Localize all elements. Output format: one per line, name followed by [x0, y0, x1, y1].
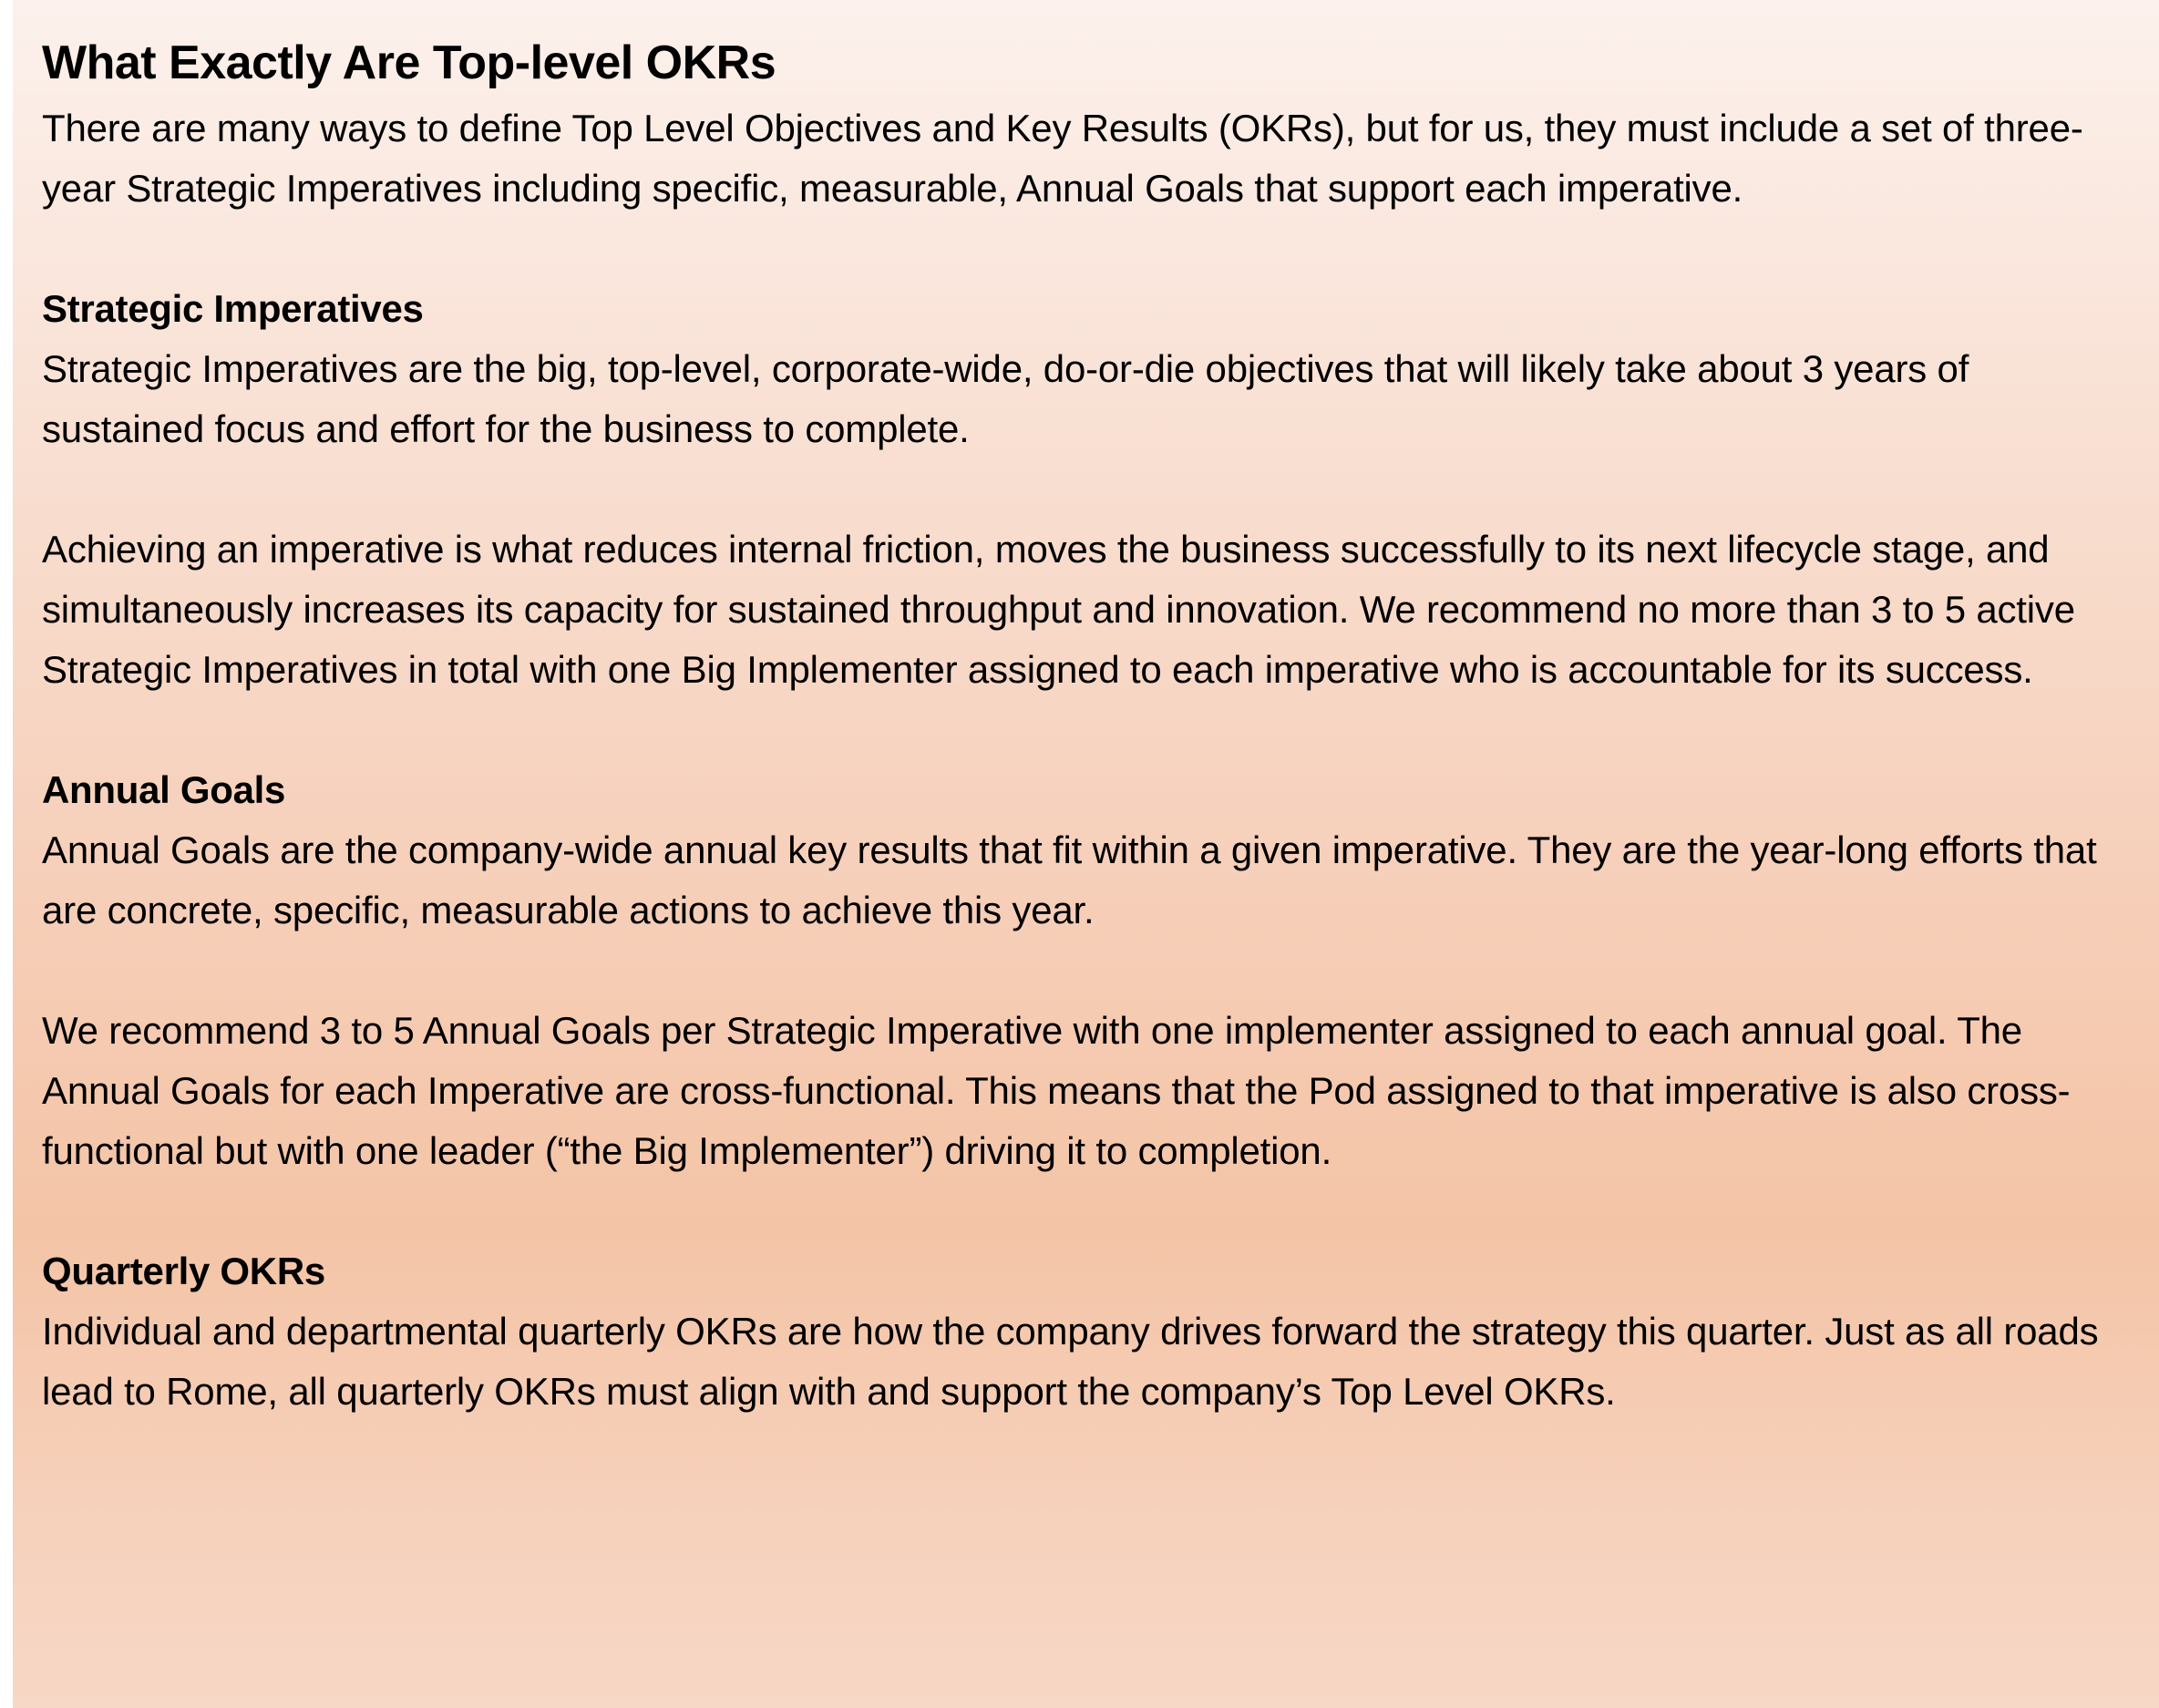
spacer [42, 700, 2141, 760]
intro-paragraph: There are many ways to define Top Level Objectives and Key Results (OKRs), but for us, they must include a set of three-year Strategic Imperatives including specific, measurable, Annual Goals that support each imperative. [42, 107, 2083, 210]
section-heading-strategic-imperatives: Strategic Imperatives [42, 287, 424, 330]
strategic-imperatives-paragraph-2: Achieving an imperative is what reduces internal friction, moves the business successfully to its next lifecycle stage, and simultaneously increases its capacity for sustained throughput and innovation. We recommend no more than 3 to 5 active Strategic Imperatives in total with one Big Implementer assigned to each imperative who is accountable for its success. [42, 528, 2075, 691]
document-panel [13, 0, 2159, 1708]
spacer [42, 941, 2141, 1001]
section-heading-quarterly-okrs: Quarterly OKRs [42, 1250, 325, 1292]
section-heading-annual-goals: Annual Goals [42, 768, 286, 811]
spacer [42, 459, 2141, 520]
spacer [42, 219, 2141, 279]
quarterly-okrs-paragraph-1: Individual and departmental quarterly OKRs are how the company drives forward the strategy this quarter. Just as all roads lead to Rome, all quarterly OKRs must align with and support the company’s Top Level OKRs. [42, 1310, 2099, 1413]
spacer [42, 1181, 2141, 1241]
annual-goals-paragraph-1: Annual Goals are the company-wide annual key results that fit within a given imperative. They are the year-long efforts that are concrete, specific, measurable actions to achieve this year. [42, 828, 2097, 931]
strategic-imperatives-paragraph-1: Strategic Imperatives are the big, top-level, corporate-wide, do-or-die objectives that will likely take about 3 years of sustained focus and effort for the business to complete. [42, 347, 1969, 450]
page-title: What Exactly Are Top-level OKRs [42, 36, 776, 89]
annual-goals-paragraph-2: We recommend 3 to 5 Annual Goals per Strategic Imperative with one implementer assigned to each annual goal. The Annual Goals for each Imperative are cross-functional. This means that the Pod assigned to that imperative is also cross-functional but with one leader (“the Big Implementer”) driving it to completion. [42, 1009, 2071, 1172]
